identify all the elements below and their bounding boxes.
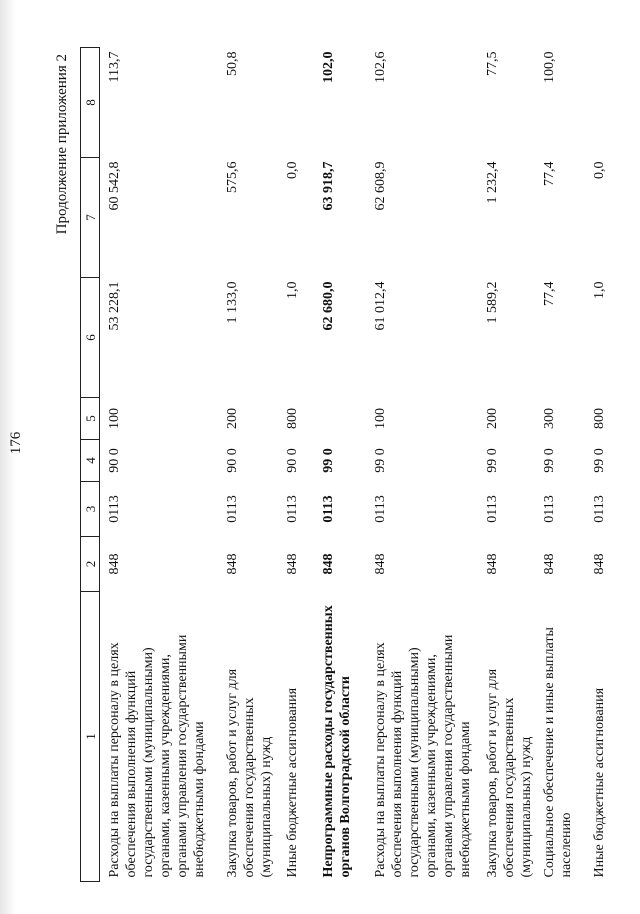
cell-col5: 100	[372, 408, 388, 429]
cell-col2: 848	[484, 553, 500, 575]
cell-col4: 99 0	[372, 448, 388, 473]
col-header-6: 6	[81, 278, 100, 398]
cell-col3: 0113	[372, 495, 388, 523]
cell-col7: 1 232,4	[484, 161, 500, 204]
continuation-label: Продолжение приложения 2	[54, 54, 70, 235]
cell-col5: 100	[107, 408, 122, 429]
col-header-7: 7	[81, 158, 100, 278]
cell-col6: 77,4	[541, 281, 557, 306]
page-number: 176	[8, 431, 24, 455]
cell-col7: 77,4	[541, 161, 557, 186]
cell-col6: 1,0	[284, 281, 300, 299]
cell-col5: 800	[284, 408, 300, 429]
cell-col3: 0113	[284, 495, 300, 523]
cell-col8: 113,7	[107, 51, 122, 83]
col-header-1: 1	[81, 592, 100, 882]
cell-col8: 102,0	[320, 51, 336, 83]
cell-col2: 848	[224, 553, 240, 575]
table-row	[100, 48, 218, 882]
row-name: Иные бюджетные ассигнования	[591, 687, 607, 878]
cell-col8: 100,0	[541, 51, 557, 83]
cell-col6: 1 133,0	[224, 281, 240, 324]
cell-col4: 90 0	[107, 448, 122, 473]
header-row	[81, 48, 100, 882]
cell-col5: 200	[224, 408, 240, 429]
cell-col2: 848	[320, 553, 336, 575]
row-name: Непрограммные расходы государственных органов Волгоградской области	[320, 605, 353, 878]
table-row	[278, 48, 314, 882]
cell-col4: 99 0	[591, 448, 607, 473]
cell-col3: 0113	[541, 495, 557, 523]
cell-col4: 99 0	[541, 448, 557, 473]
cell-col4: 90 0	[284, 448, 300, 473]
row-name: Иные бюджетные ассигнования	[284, 687, 300, 878]
cell-col8: 50,8	[224, 51, 240, 76]
cell-col3: 0113	[484, 495, 500, 523]
cell-col5: 800	[591, 408, 607, 429]
cell-col6: 61 012,4	[372, 281, 388, 331]
table-row	[585, 48, 619, 882]
col-header-2: 2	[81, 537, 100, 592]
col-header-4: 4	[81, 440, 100, 482]
cell-col3: 0113	[320, 495, 336, 523]
cell-col8: 77,5	[484, 51, 500, 76]
cell-col8: 102,6	[372, 51, 388, 83]
row-name: Закупка товаров, работ и услуг для обеспечения государственных (муниципальных) нужд	[484, 668, 534, 878]
cell-col5: 200	[484, 408, 500, 429]
table-row	[366, 48, 478, 882]
cell-col4: 99 0	[484, 448, 500, 473]
cell-col7: 60 542,8	[107, 161, 122, 211]
row-name: Расходы на выплаты персоналу в целях обеспечения выполнения функций государственными (муниципальными) органами, казенными учреждениями, органами управления государственными внебюджетными фондами	[372, 634, 473, 878]
cell-col8	[585, 48, 619, 158]
cell-col4: 90 0	[224, 448, 240, 473]
row-name: Социальное обеспечение и иные выплаты населению	[541, 627, 574, 878]
cell-col3: 0113	[107, 495, 122, 523]
cell-col8	[278, 48, 314, 158]
table-row	[218, 48, 278, 882]
cell-col7: 0,0	[284, 161, 300, 179]
cell-col2: 848	[107, 553, 122, 575]
cell-col2: 848	[284, 553, 300, 575]
cell-col6: 62 680,0	[320, 281, 336, 331]
cell-col4: 99 0	[320, 448, 336, 473]
cell-col7: 63 918,7	[320, 161, 336, 211]
table-row	[535, 48, 585, 882]
cell-col7: 62 608,9	[372, 161, 388, 211]
col-header-8: 8	[81, 48, 100, 158]
table-row	[478, 48, 535, 882]
row-name: Закупка товаров, работ и услуг для обеспечения государственных (муниципальных) нужд	[224, 668, 274, 878]
row-name: Расходы на выплаты персоналу в целях обеспечения выполнения функций государственными (муниципальными) органами, казенными учреждениями, органами управления государственными внебюджетными фондами	[107, 634, 207, 878]
cell-col6: 1 589,2	[484, 281, 500, 324]
cell-col7: 575,6	[224, 161, 240, 193]
cell-col5	[314, 398, 366, 440]
cell-col6: 53 228,1	[107, 281, 122, 331]
budget-table	[80, 47, 619, 882]
cell-col2: 848	[541, 553, 557, 575]
cell-col6: 1,0	[591, 281, 607, 299]
cell-col2: 848	[372, 553, 388, 575]
cell-col3: 0113	[224, 495, 240, 523]
col-header-3: 3	[81, 482, 100, 537]
cell-col3: 0113	[591, 495, 607, 523]
table-row	[314, 48, 366, 882]
cell-col2: 848	[591, 553, 607, 575]
cell-col7: 0,0	[591, 161, 607, 179]
col-header-5: 5	[81, 398, 100, 440]
cell-col5: 300	[541, 408, 557, 429]
